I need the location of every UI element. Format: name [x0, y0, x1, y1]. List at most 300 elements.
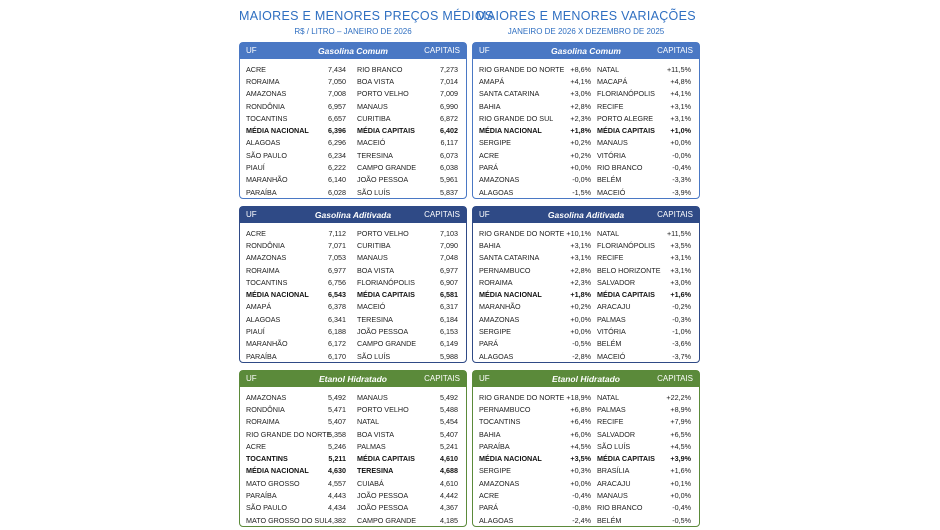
capital-value: -3,9%	[672, 187, 691, 197]
header-fuel: Etanol Hidratado	[318, 374, 387, 384]
capital-value: +0,0%	[670, 491, 691, 501]
uf-name: RIO GRANDE DO NORTE	[479, 228, 565, 238]
uf-name: PARÁ	[479, 503, 499, 513]
uf-value: 6,977	[328, 265, 346, 275]
capital-value: 6,907	[440, 277, 458, 287]
uf-name: SÃO PAULO	[246, 150, 288, 160]
table-row	[246, 350, 460, 362]
uf-name: MARANHÃO	[246, 339, 288, 349]
uf-value: +2,3%	[570, 113, 591, 123]
capital-name: FLORIANÓPOLIS	[597, 89, 655, 99]
table-row	[479, 161, 693, 173]
etanol-variacoes-panel	[472, 370, 700, 527]
panel-header	[473, 371, 699, 387]
uf-name: PARAÍBA	[246, 351, 277, 361]
uf-name: ACRE	[246, 441, 266, 451]
table-row	[479, 276, 693, 288]
uf-value: 7,053	[328, 253, 346, 263]
capital-value: -3,6%	[672, 339, 691, 349]
table-row	[479, 313, 693, 325]
table-row	[479, 502, 693, 514]
capital-value: 4,688	[440, 466, 458, 476]
uf-name: PARAÍBA	[479, 441, 510, 451]
capital-name: MÉDIA CAPITAIS	[357, 454, 415, 464]
uf-value: +6,8%	[570, 404, 591, 414]
panel-header	[473, 207, 699, 223]
header-capitais: CAPITAIS	[657, 210, 693, 219]
capital-value: +7,9%	[670, 417, 691, 427]
capital-name: RECIFE	[597, 253, 624, 263]
capital-value: +1,6%	[670, 466, 691, 476]
precos-medios-column	[239, 0, 494, 38]
capital-value: +6,5%	[670, 429, 691, 439]
table-row	[246, 502, 460, 514]
table-row	[246, 100, 460, 112]
capital-name: JOÃO PESSOA	[357, 503, 409, 513]
capital-value: +4,1%	[670, 89, 691, 99]
header-uf: UF	[479, 46, 490, 55]
uf-value: 7,434	[328, 64, 346, 74]
table-row	[246, 112, 460, 124]
table-row	[479, 465, 693, 477]
capital-name: BOA VISTA	[357, 76, 395, 86]
table-row	[246, 391, 460, 403]
capital-name: MACEIÓ	[357, 138, 386, 148]
uf-name: SÃO PAULO	[246, 503, 288, 513]
capital-name: FLORIANÓPOLIS	[357, 277, 415, 287]
capital-name: JOÃO PESSOA	[357, 175, 409, 185]
uf-value: +0,2%	[570, 302, 591, 312]
table-row	[479, 325, 693, 337]
variacoes-title: MAIORES E MENORES VARIAÇÕES	[476, 9, 696, 23]
capital-value: 6,149	[440, 339, 458, 349]
uf-name: RIO GRANDE DO NORTE	[246, 429, 332, 439]
capital-name: MACEIÓ	[357, 302, 386, 312]
uf-value: +8,6%	[570, 64, 591, 74]
uf-value: 7,071	[328, 240, 346, 250]
uf-name: BAHIA	[479, 240, 501, 250]
capital-name: MANAUS	[357, 392, 388, 402]
uf-value: 4,630	[328, 466, 346, 476]
capital-name: TERESINA	[357, 314, 393, 324]
capital-name: NATAL	[357, 417, 380, 427]
capital-name: RIO BRANCO	[357, 64, 403, 74]
uf-name: ALAGOAS	[246, 138, 281, 148]
uf-value: +2,3%	[570, 277, 591, 287]
table-row	[246, 325, 460, 337]
header-capitais: CAPITAIS	[657, 374, 693, 383]
uf-value: +3,0%	[570, 89, 591, 99]
uf-name: TOCANTINS	[246, 454, 288, 464]
uf-name: PARÁ	[479, 339, 499, 349]
table-row	[246, 276, 460, 288]
capital-value: 6,977	[440, 265, 458, 275]
capital-name: CAMPO GRANDE	[357, 515, 417, 525]
table-row	[246, 288, 460, 300]
header-fuel: Gasolina Comum	[318, 46, 388, 56]
capital-name: CURITIBA	[357, 113, 391, 123]
capital-value: 7,273	[440, 64, 458, 74]
capital-name: BELÉM	[597, 175, 622, 185]
capital-value: +3,1%	[670, 253, 691, 263]
capital-name: CUIABÁ	[357, 478, 384, 488]
panel-body	[473, 223, 699, 362]
uf-name: SANTA CATARINA	[479, 253, 540, 263]
table-row	[246, 174, 460, 186]
uf-value: -2,8%	[572, 351, 591, 361]
capital-value: +3,1%	[670, 101, 691, 111]
table-row	[246, 252, 460, 264]
table-row	[479, 149, 693, 161]
table-row	[479, 403, 693, 415]
uf-name: ALAGOAS	[479, 515, 514, 525]
capital-value: +0,1%	[670, 478, 691, 488]
capital-name: MACEIÓ	[597, 187, 626, 197]
table-row	[479, 264, 693, 276]
table-row	[479, 514, 693, 526]
uf-value: +0,2%	[570, 138, 591, 148]
uf-name: MÉDIA NACIONAL	[246, 126, 309, 136]
uf-name: SERGIPE	[479, 138, 511, 148]
uf-value: +6,0%	[570, 429, 591, 439]
capital-name: VITÓRIA	[597, 327, 626, 337]
gasolina-comum-precos-panel	[239, 42, 467, 199]
table-row	[479, 301, 693, 313]
table-row	[246, 416, 460, 428]
capital-name: PORTO VELHO	[357, 89, 409, 99]
header-capitais: CAPITAIS	[424, 210, 460, 219]
capital-value: 6,402	[440, 126, 458, 136]
capital-value: +3,1%	[670, 265, 691, 275]
uf-value: -1,5%	[572, 187, 591, 197]
uf-value: +10,1%	[566, 228, 591, 238]
capital-name: FLORIANÓPOLIS	[597, 240, 655, 250]
uf-name: MATO GROSSO	[246, 478, 300, 488]
capital-value: 5,961	[440, 175, 458, 185]
capital-value: 4,442	[440, 491, 458, 501]
uf-name: AMAZONAS	[246, 89, 287, 99]
header-uf: UF	[479, 210, 490, 219]
uf-name: RORAIMA	[479, 277, 513, 287]
uf-value: -0,0%	[572, 175, 591, 185]
capital-value: 7,090	[440, 240, 458, 250]
uf-name: RIO GRANDE DO SUL	[479, 113, 554, 123]
capital-value: 5,488	[440, 404, 458, 414]
table-row	[479, 477, 693, 489]
header-fuel: Etanol Hidratado	[551, 374, 620, 384]
header-uf: UF	[479, 374, 490, 383]
capital-value: -3,3%	[672, 175, 691, 185]
uf-value: +1,8%	[570, 290, 591, 300]
capital-value: 5,241	[440, 441, 458, 451]
uf-value: +1,8%	[570, 126, 591, 136]
panel-body	[240, 387, 466, 526]
uf-value: 5,211	[328, 454, 346, 464]
capital-value: -1,0%	[672, 327, 691, 337]
table-row	[479, 428, 693, 440]
capital-value: 7,103	[440, 228, 458, 238]
capital-name: TERESINA	[357, 466, 394, 476]
uf-value: +2,8%	[570, 265, 591, 275]
capital-value: +22,2%	[666, 392, 691, 402]
table-row	[246, 124, 460, 136]
uf-name: PERNAMBUCO	[479, 404, 531, 414]
header-capitais: CAPITAIS	[424, 46, 460, 55]
table-row	[479, 88, 693, 100]
uf-name: ALAGOAS	[479, 351, 514, 361]
uf-value: 6,188	[328, 327, 346, 337]
uf-value: 6,756	[328, 277, 346, 287]
capital-name: MANAUS	[597, 491, 628, 501]
header-fuel: Gasolina Aditivada	[547, 210, 625, 220]
table-row	[479, 63, 693, 75]
uf-value: 5,471	[328, 404, 346, 414]
table-row	[246, 301, 460, 313]
uf-value: 6,543	[328, 290, 346, 300]
capital-name: PALMAS	[357, 441, 386, 451]
table-row	[479, 174, 693, 186]
uf-value: 6,170	[328, 351, 346, 361]
table-row	[479, 186, 693, 198]
capital-name: ARACAJU	[597, 302, 631, 312]
uf-name: ALAGOAS	[246, 314, 281, 324]
capital-value: 4,367	[440, 503, 458, 513]
table-row	[479, 416, 693, 428]
uf-value: -2,4%	[572, 515, 591, 525]
capital-name: PORTO VELHO	[357, 228, 409, 238]
table-row	[479, 288, 693, 300]
capital-name: BELO HORIZONTE	[597, 265, 661, 275]
uf-value: 4,557	[328, 478, 346, 488]
table-row	[246, 75, 460, 87]
panel-body	[473, 59, 699, 198]
uf-value: +0,0%	[570, 314, 591, 324]
capital-value: -0,2%	[672, 302, 691, 312]
table-row	[246, 338, 460, 350]
table-row	[246, 403, 460, 415]
capital-value: 5,988	[440, 351, 458, 361]
capital-name: MANAUS	[597, 138, 628, 148]
uf-name: BAHIA	[479, 101, 501, 111]
uf-value: 5,358	[328, 429, 346, 439]
uf-value: 5,407	[328, 417, 346, 427]
table-row	[479, 350, 693, 362]
uf-name: RIO GRANDE DO NORTE	[479, 392, 565, 402]
capital-name: PORTO VELHO	[357, 404, 409, 414]
capital-name: ARACAJU	[597, 478, 631, 488]
capital-name: SALVADOR	[597, 429, 636, 439]
uf-name: PERNAMBUCO	[479, 265, 531, 275]
capital-name: MANAUS	[357, 101, 388, 111]
uf-value: -0,5%	[572, 339, 591, 349]
uf-name: MÉDIA NACIONAL	[246, 290, 309, 300]
table-row	[246, 313, 460, 325]
capital-value: 6,153	[440, 327, 458, 337]
capital-name: BELÉM	[597, 515, 622, 525]
capital-value: 6,117	[440, 138, 458, 148]
capital-value: -3,7%	[672, 351, 691, 361]
uf-name: MÉDIA NACIONAL	[479, 454, 542, 464]
table-row	[479, 440, 693, 452]
uf-value: 6,222	[328, 163, 346, 173]
uf-value: +3,1%	[570, 253, 591, 263]
uf-name: TOCANTINS	[246, 277, 288, 287]
capital-name: MANAUS	[357, 253, 388, 263]
uf-value: +4,5%	[570, 441, 591, 451]
capital-value: 5,837	[440, 187, 458, 197]
uf-name: TOCANTINS	[246, 113, 288, 123]
capital-name: RIO BRANCO	[597, 503, 643, 513]
capital-value: -0,3%	[672, 314, 691, 324]
capital-name: MACAPÁ	[597, 76, 628, 86]
uf-name: RORAIMA	[246, 417, 280, 427]
uf-name: MARANHÃO	[479, 302, 521, 312]
table-row	[479, 227, 693, 239]
capital-value: 5,492	[440, 392, 458, 402]
capital-name: PORTO ALEGRE	[597, 113, 654, 123]
uf-name: PARAÍBA	[246, 491, 277, 501]
uf-name: ACRE	[479, 491, 499, 501]
capital-value: 5,454	[440, 417, 458, 427]
capital-value: 4,610	[440, 454, 458, 464]
uf-name: AMAPÁ	[479, 76, 505, 86]
etanol-precos-panel	[239, 370, 467, 527]
capital-name: PALMAS	[597, 314, 626, 324]
uf-name: ACRE	[246, 228, 266, 238]
uf-value: 6,140	[328, 175, 346, 185]
capital-name: RECIFE	[597, 101, 624, 111]
capital-value: 4,610	[440, 478, 458, 488]
uf-value: +0,3%	[570, 466, 591, 476]
table-row	[246, 186, 460, 198]
capital-value: 7,014	[440, 76, 458, 86]
capital-value: +3,0%	[670, 277, 691, 287]
uf-name: AMAPÁ	[246, 302, 272, 312]
capital-name: JOÃO PESSOA	[357, 327, 409, 337]
capital-name: TERESINA	[357, 150, 393, 160]
header-uf: UF	[246, 374, 257, 383]
uf-name: PARÁ	[479, 163, 499, 173]
capital-value: +4,5%	[670, 441, 691, 451]
uf-name: ACRE	[246, 64, 266, 74]
capital-name: BOA VISTA	[357, 265, 395, 275]
uf-name: RONDÔNIA	[246, 101, 285, 111]
table-row	[246, 452, 460, 464]
panel-body	[473, 387, 699, 526]
uf-name: RORAIMA	[246, 76, 280, 86]
uf-value: 7,112	[328, 228, 346, 238]
capital-value: -0,5%	[672, 515, 691, 525]
capital-value: 6,073	[440, 150, 458, 160]
uf-value: -0,8%	[572, 503, 591, 513]
capital-name: MÉDIA CAPITAIS	[597, 454, 655, 464]
panel-body	[240, 59, 466, 198]
uf-name: SERGIPE	[479, 327, 511, 337]
uf-name: MATO GROSSO DO SUL	[246, 515, 329, 525]
uf-name: TOCANTINS	[479, 417, 521, 427]
uf-name: BAHIA	[479, 429, 501, 439]
table-row	[479, 75, 693, 87]
table-row	[246, 227, 460, 239]
capital-name: BRASÍLIA	[597, 466, 630, 476]
header-uf: UF	[246, 210, 257, 219]
uf-value: 6,957	[328, 101, 346, 111]
uf-value: 4,443	[328, 491, 346, 501]
table-row	[246, 465, 460, 477]
table-row	[246, 477, 460, 489]
uf-name: PIAUÍ	[246, 327, 265, 337]
uf-value: +0,0%	[570, 163, 591, 173]
table-row	[246, 428, 460, 440]
capital-name: NATAL	[597, 228, 620, 238]
capital-value: +3,9%	[670, 454, 691, 464]
table-row	[246, 149, 460, 161]
table-row	[479, 489, 693, 501]
uf-value: +0,0%	[570, 478, 591, 488]
capital-name: MÉDIA CAPITAIS	[357, 126, 415, 136]
uf-name: AMAZONAS	[479, 314, 520, 324]
capital-value: 4,185	[440, 515, 458, 525]
capital-value: +0,0%	[670, 138, 691, 148]
capital-name: BELÉM	[597, 339, 622, 349]
uf-value: 7,008	[328, 89, 346, 99]
uf-name: RIO GRANDE DO NORTE	[479, 64, 565, 74]
uf-value: +3,1%	[570, 240, 591, 250]
uf-name: ALAGOAS	[479, 187, 514, 197]
uf-name: RONDÔNIA	[246, 240, 285, 250]
uf-value: 6,341	[328, 314, 346, 324]
table-row	[246, 239, 460, 251]
gasolina-aditivada-variacoes-panel	[472, 206, 700, 363]
table-row	[479, 124, 693, 136]
panel-header	[473, 43, 699, 59]
gasolina-comum-variacoes-panel	[472, 42, 700, 199]
panel-header	[240, 43, 466, 59]
uf-name: RONDÔNIA	[246, 404, 285, 414]
capital-value: +3,5%	[670, 240, 691, 250]
table-row	[246, 264, 460, 276]
capital-value: 6,317	[440, 302, 458, 312]
uf-name: AMAZONAS	[246, 253, 287, 263]
capital-name: SALVADOR	[597, 277, 636, 287]
uf-value: 6,296	[328, 138, 346, 148]
capital-value: -0,4%	[672, 163, 691, 173]
panel-header	[240, 371, 466, 387]
capital-name: RIO BRANCO	[597, 163, 643, 173]
capital-name: VITÓRIA	[597, 150, 626, 160]
capital-value: +11,5%	[666, 228, 691, 238]
table-row	[246, 489, 460, 501]
header-fuel: Gasolina Comum	[551, 46, 621, 56]
table-row	[479, 100, 693, 112]
uf-name: RORAIMA	[246, 265, 280, 275]
table-row	[479, 338, 693, 350]
table-row	[479, 252, 693, 264]
uf-value: 6,657	[328, 113, 346, 123]
capital-name: CURITIBA	[357, 240, 391, 250]
uf-name: ACRE	[479, 150, 499, 160]
uf-name: AMAZONAS	[479, 175, 520, 185]
uf-value: 4,382	[328, 515, 346, 525]
uf-value: 5,492	[328, 392, 346, 402]
capital-name: JOÃO PESSOA	[357, 491, 409, 501]
capital-value: 6,872	[440, 113, 458, 123]
uf-value: 6,172	[328, 339, 346, 349]
uf-value: +18,9%	[566, 392, 591, 402]
uf-value: 6,234	[328, 150, 346, 160]
uf-value: 6,028	[328, 187, 346, 197]
uf-value: 6,378	[328, 302, 346, 312]
